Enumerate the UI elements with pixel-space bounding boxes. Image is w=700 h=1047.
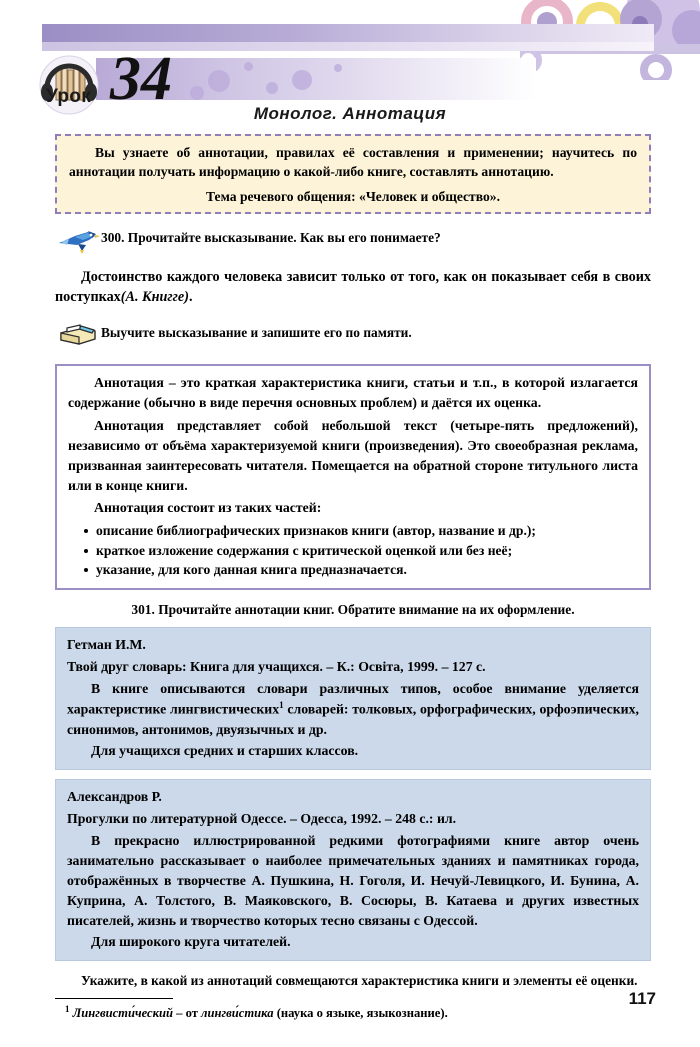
exercise-300-quote: Достоинство каждого человека зависит только от того, как он показывает себя в своих поступках(А. Книгге). xyxy=(55,268,651,306)
objectives-box xyxy=(55,134,651,214)
list-item: краткое изложение содержания с критической оценкой или без неё; xyxy=(84,541,638,561)
objectives-goal: Вы узнаете об аннотации, правилах её составления и применении; научитесь по аннотации получать информацию о какой-либо книге, составлять аннотацию. xyxy=(69,145,637,180)
lesson-word: Урок xyxy=(46,86,92,107)
annotation-author: Гетман И.М. xyxy=(67,636,146,652)
header-band-top xyxy=(42,24,654,42)
footnote-number: 1 xyxy=(65,1004,70,1015)
rule-paragraph-1: Аннотация – это краткая характеристика книги, статьи и т.п., в которой излагается содержание (обычно в виде перечня основных проблем) и даётся их оценка. xyxy=(68,375,638,411)
exercise-300-instruction: Прочитайте высказывание. Как вы его понимаете? xyxy=(127,229,441,245)
annotation-title: Твой друг словарь: Книга для учащихся. – К.: Освіта, 1999. – 127 с. xyxy=(67,658,486,674)
quote-author: (А. Книгге) xyxy=(120,289,189,306)
bubble-3 xyxy=(266,82,278,94)
list-item: указание, для кого данная книга предназначается. xyxy=(84,560,638,580)
annotation-body: В прекрасно иллюстрированной редкими фотографиями книге автор очень занимательно рассказывает о наиболее примечательных зданиях и памятниках города, отображённых в творчестве А. Пушкина, Н. Гоголя, И. Нечуй-Левицкого, И. Бунина, А. Куприна, А. Толстого, В. Маяковского, В. Сосюры, В. Катаева и других известных писателей, жизнь и творчество которых тесно связаны с Одессой. xyxy=(67,832,639,928)
annotation-body-part-1: В книге описываются словари различных типов, особое внимание уделяется характеристике лингвистических xyxy=(67,680,639,717)
footnote xyxy=(55,1004,651,1021)
bird-icon xyxy=(55,226,101,260)
exercise-300-task: Выучите высказывание и запишите его по памяти. xyxy=(101,325,412,341)
rule-paragraph-3: Аннотация состоит из таких частей: xyxy=(94,500,322,516)
exercise-300-heading xyxy=(101,226,441,247)
objectives-theme: Тема речевого общения: «Человек и общество». xyxy=(206,188,500,204)
rule-paragraph-2: Аннотация представляет собой небольшой текст (четыре-пять предложений), независимо от объёма характеризуемой книги (произведения). Это своеобразная реклама, призванная заинтересовать читателя. Помещается на обратной стороне титульного листа или в конце книги. xyxy=(68,417,638,493)
bubble-6 xyxy=(190,86,204,100)
annotation-title: Прогулки по литературной Одессе. – Одесса, 1992. – 248 с.: ил. xyxy=(67,810,457,826)
footnote-separator xyxy=(55,998,173,999)
annotation-body xyxy=(67,679,639,740)
annotation-audience: Для учащихся средних и старших классов. xyxy=(91,742,359,758)
lesson-number: 34 xyxy=(110,45,172,113)
rule-definition-box xyxy=(55,364,651,590)
exercise-300-header-row xyxy=(55,226,651,260)
footnote-marker: 1 xyxy=(279,699,284,710)
exercise-301-heading: 301. Прочитайте аннотации книг. Обратите внимание на их оформление. xyxy=(131,601,575,617)
annotation-author: Александров Р. xyxy=(67,788,162,804)
page-content xyxy=(55,134,651,1021)
list-item: описание библиографических признаков книги (автор, название и др.); xyxy=(84,521,638,541)
page-title: Монолог. Аннотация xyxy=(253,104,447,123)
exercise-301-closing-task: Укажите, в какой из аннотаций совмещаются характеристика книги и элементы её оценки. xyxy=(81,972,638,988)
annotation-body-part-2: словарей: толковых, орфографических, орфоэпических, синонимов, антонимов, двуязычных и др. xyxy=(67,701,639,737)
footnote-source: лингви́стика xyxy=(201,1006,274,1021)
page-number: 117 xyxy=(628,989,656,1008)
bubble-4 xyxy=(292,70,312,90)
footnote-term: Лингвисти́ческий xyxy=(72,1006,173,1021)
rule-parts-list xyxy=(68,521,638,580)
footnote-dash: – от xyxy=(172,1006,202,1021)
circle-purple-mid xyxy=(672,10,700,50)
quote-text: Достоинство каждого человека зависит только от того, как он показывает себя в своих поступках xyxy=(55,268,651,306)
annotation-sample-2 xyxy=(55,779,651,961)
exercise-300-task-row xyxy=(55,319,651,353)
annotation-sample-1 xyxy=(55,627,651,770)
bubble-2 xyxy=(244,62,253,71)
book-icon xyxy=(55,319,101,353)
annotation-audience: Для широкого круга читателей. xyxy=(91,933,291,949)
exercise-300-number: 300. xyxy=(101,229,125,245)
circle-white-ring-b xyxy=(640,54,672,80)
bubble-5 xyxy=(334,64,342,72)
footnote-gloss: (наука о языке, языкознание). xyxy=(273,1006,448,1021)
bubble-1 xyxy=(208,70,230,92)
